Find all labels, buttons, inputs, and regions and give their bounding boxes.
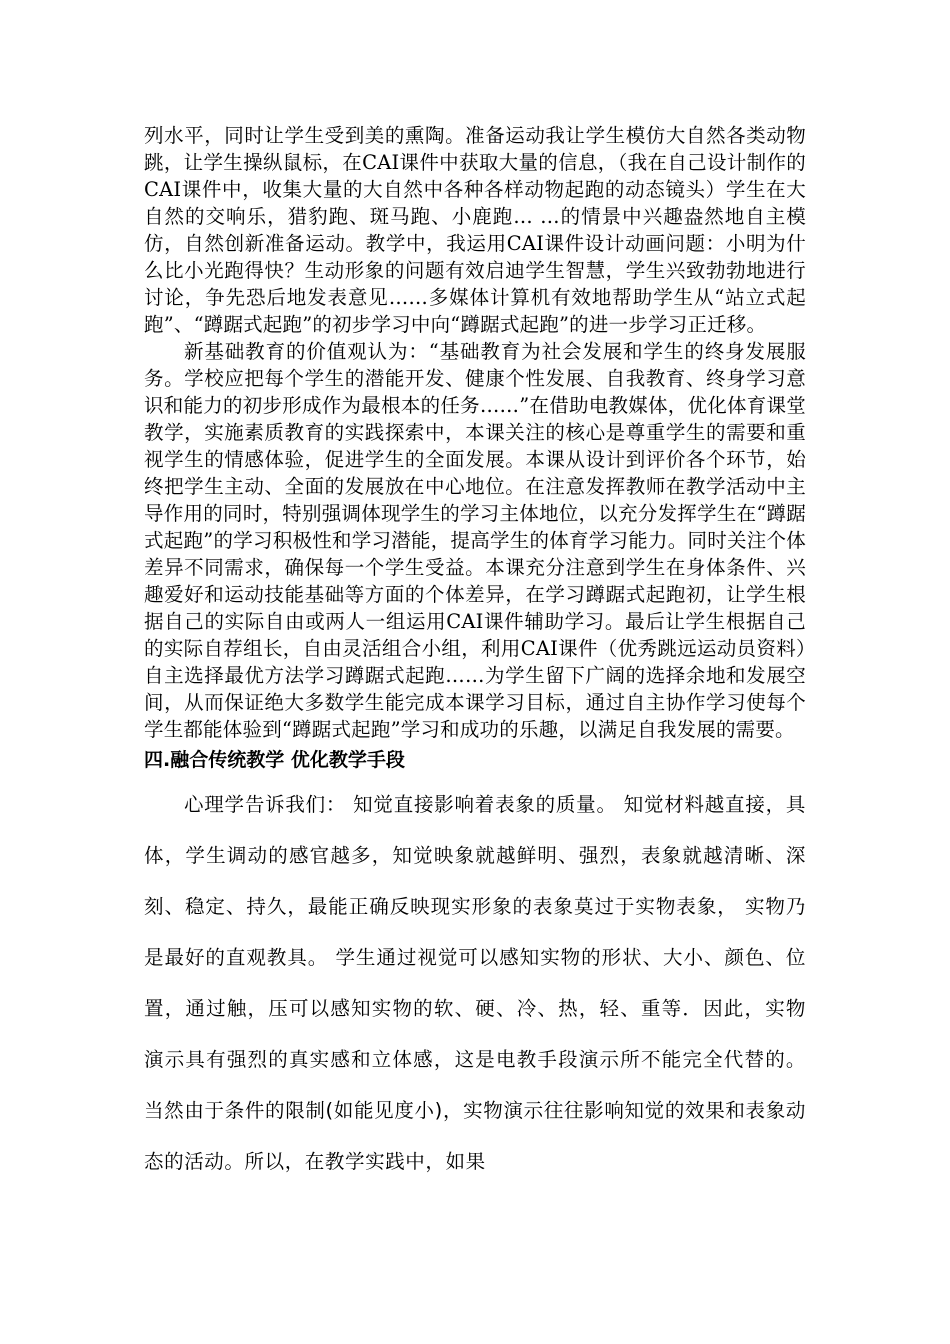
serif-body	[144, 122, 806, 743]
body-paragraph-continued: 列水平，同时让学生受到美的熏陶。准备运动我让学生模仿大自然各类动物跳，让学生操纵鼠标，在CAI课件中获取大量的信息，（我在自己设计制作的CAI课件中，收集大量的大自然中各种各样动物起跑的动态镜头）学生在大自然的交响乐，猎豹跑、斑马跑、小鹿跑… …的情景中兴趣盎然地自主模仿，自然创新准备运动。教学中，我运用CAI课件设计动画问题：小明为什么比小光跑得快？生动形象的问题有效启迪学生智慧，学生兴致勃勃地进行讨论，争先恐后地发表意见……多媒体计算机有效地帮助学生从“站立式起跑”、“蹲踞式起跑”的初步学习中向“蹲踞式起跑”的进一步学习正迁移。	[144, 124, 806, 336]
section-paragraph: 心理学告诉我们： 知觉直接影响着表象的质量。 知觉材料越直接，具体，学生调动的感官越多，知觉映象就越鲜明、强烈，表象就越清晰、深刻、稳定、持久，最能正确反映现实形象的表象莫过于实物表象， 实物乃是最好的直观教具。 学生通过视觉可以感知实物的形状、大小、颜色、位置，通过触，压可以感知实物的软、硬、冷、热，轻、重等．因此，实物演示具有强烈的真实感和立体感，这是电教手段演示所不能完全代替的。当然由于条件的限制(如能见度小)，实物演示往往影响知觉的效果和表象动态的活动。所以，在教学实践中，如果	[144, 793, 806, 1173]
document-page	[144, 122, 806, 1187]
section-heading: 四.融合传统教学 优化教学手段	[144, 749, 405, 771]
body-paragraph-values: 新基础教育的价值观认为：“基础教育为社会发展和学生的终身发展服务。学校应把每个学生的潜能开发、健康个性发展、自我教育、终身学习意识和能力的初步形成作为最根本的任务……”在借助电教媒体，优化体育课堂教学，实施素质教育的实践探索中，本课关注的核心是尊重学生的需要和重视学生的情感体验，促进学生的全面发展。本课从设计到评价各个环节，始终把学生主动、全面的发展放在中心地位。在注意发挥教师在教学活动中主导作用的同时，特别强调体现学生的学习主体地位，以充分发挥学生在“蹲踞式起跑”的学习积极性和学习潜能，提高学生的体育学习能力。同时关注个体差异不同需求，确保每一个学生受益。本课充分注意到学生在身体条件、兴趣爱好和运动技能基础等方面的个体差异，在学习蹲踞式起跑初，让学生根据自己的实际自由或两人一组运用CAI课件辅助学习。最后让学生根据自己的实际自荐组长，自由灵活组合小组，利用CAI课件（优秀跳远运动员资料）自主选择最优方法学习蹲踞式起跑……为学生留下广阔的选择余地和发展空间，从而保证绝大多数学生能完成本课学习目标，通过自主协作学习使每个学生都能体验到“蹲踞式起跑”学习和成功的乐趣，以满足自我发展的需要。	[144, 340, 806, 741]
